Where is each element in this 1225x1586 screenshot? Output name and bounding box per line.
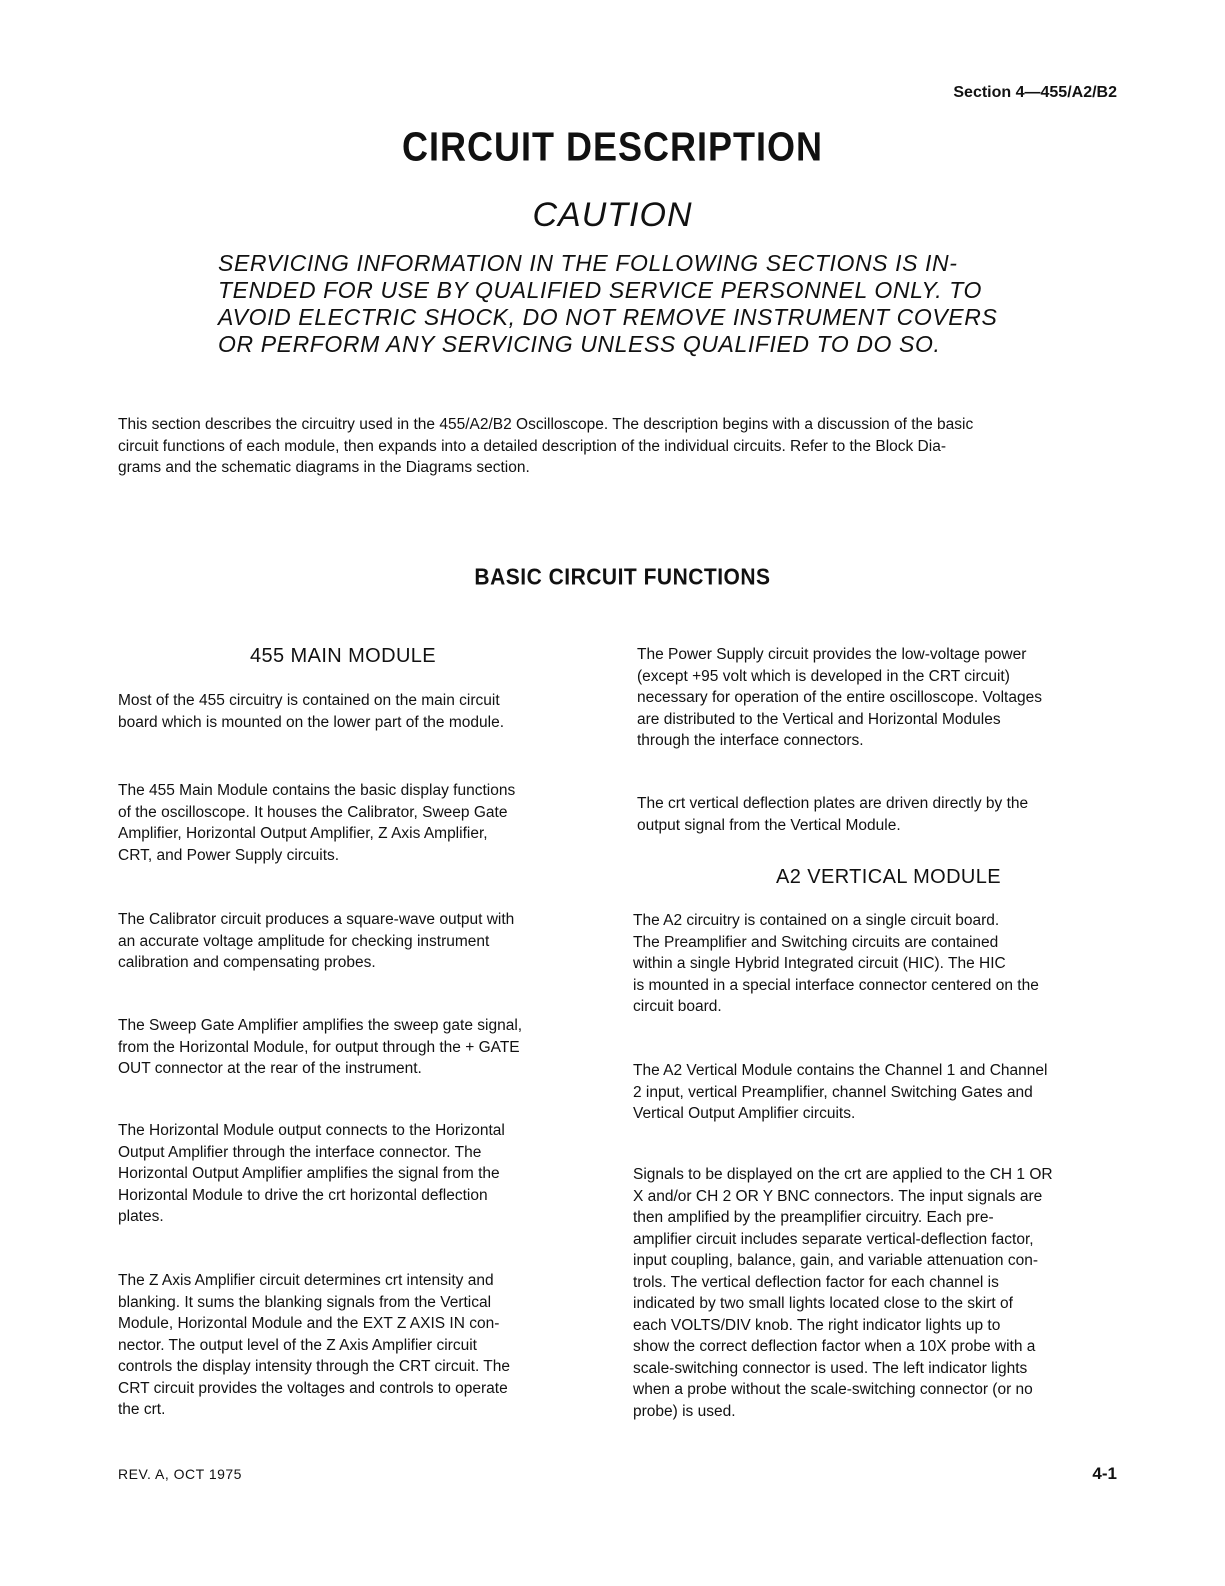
- left-paragraph-5: [118, 1120, 505, 1228]
- paragraph-line: CRT, and Power Supply circuits.: [118, 846, 340, 864]
- paragraph-line: through the interface connectors.: [637, 732, 864, 749]
- right-paragraph-deflection: [637, 793, 1028, 836]
- caution-line: OR PERFORM ANY SERVICING UNLESS QUALIFIED TO DO SO.: [218, 331, 941, 357]
- left-paragraph-4: [118, 1015, 522, 1080]
- paragraph-line: X and/or CH 2 OR Y BNC connectors. The input signals are: [633, 1187, 1043, 1205]
- caution-line: AVOID ELECTRIC SHOCK, DO NOT REMOVE INSTRUMENT COVERS: [218, 304, 998, 330]
- paragraph-line: Horizontal Output Amplifier amplifies the signal from the: [118, 1165, 500, 1182]
- paragraph-line: (except +95 volt which is developed in the CRT circuit): [637, 667, 1010, 685]
- paragraph-line: is mounted in a special interface connector centered on the: [633, 976, 1039, 994]
- paragraph-line: The A2 Vertical Module contains the Channel 1 and Channel: [633, 1062, 1048, 1079]
- left-paragraph-1: [118, 690, 504, 733]
- paragraph-line: probe) is used.: [633, 1402, 736, 1420]
- paragraph-line: each VOLTS/DIV knob. The right indicator lights up to: [633, 1316, 1001, 1334]
- paragraph-line: 2 input, vertical Preamplifier, channel Switching Gates and: [633, 1083, 1033, 1101]
- page-title: CIRCUIT DESCRIPTION: [401, 123, 823, 170]
- paragraph-line: input coupling, balance, gain, and variable attenuation con-: [633, 1252, 1039, 1269]
- intro-line: circuit functions of each module, then expands into a detailed description of the individual circuits. Refer to the Block Dia-: [118, 437, 946, 455]
- paragraph-line: when a probe without the scale-switching connector (or no: [633, 1381, 1033, 1398]
- page-number: 4-1: [1092, 1464, 1117, 1483]
- paragraph-line: nector. The output level of the Z Axis Amplifier circuit: [118, 1336, 477, 1354]
- paragraph-line: indicated by two small lights located close to the skirt of: [633, 1295, 1013, 1312]
- right-paragraph-2: [633, 1060, 1047, 1125]
- left-paragraph-2: [118, 780, 515, 866]
- paragraph-line: Amplifier, Horizontal Output Amplifier, Z Axis Amplifier,: [118, 825, 488, 842]
- paragraph-line: calibration and compensating probes.: [118, 954, 376, 971]
- paragraph-line: of the oscilloscope. It houses the Calibrator, Sweep Gate: [118, 803, 508, 821]
- paragraph-line: The A2 circuitry is contained on a single circuit board.: [633, 912, 1000, 929]
- basic-circuit-functions-heading: BASIC CIRCUIT FUNCTIONS: [474, 564, 771, 591]
- paragraph-line: CRT circuit provides the voltages and controls to operate: [118, 1379, 508, 1397]
- paragraph-line: scale-switching connector is used. The left indicator lights: [633, 1359, 1028, 1377]
- paragraph-line: Module, Horizontal Module and the EXT Z AXIS IN con-: [118, 1315, 500, 1332]
- right-paragraph-1: [633, 910, 1039, 1018]
- paragraph-line: Most of the 455 circuitry is contained on the main circuit: [118, 692, 500, 709]
- paragraph-line: necessary for operation of the entire oscilloscope. Voltages: [637, 689, 1042, 706]
- paragraph-line: The 455 Main Module contains the basic display functions: [118, 782, 516, 799]
- paragraph-line: The Calibrator circuit produces a square-wave output with: [118, 911, 515, 928]
- paragraph-line: Horizontal Module to drive the crt horizontal deflection: [118, 1186, 488, 1204]
- paragraph-line: Signals to be displayed on the crt are applied to the CH 1 OR: [633, 1166, 1053, 1183]
- paragraph-line: then amplified by the preamplifier circuitry. Each pre-: [633, 1209, 994, 1226]
- paragraph-line: output signal from the Vertical Module.: [637, 816, 901, 834]
- right-paragraph-3: [633, 1164, 1053, 1422]
- caution-line: TENDED FOR USE BY QUALIFIED SERVICE PERSONNEL ONLY. TO: [218, 277, 982, 303]
- caution-title: CAUTION: [532, 196, 693, 234]
- paragraph-line: plates.: [118, 1208, 164, 1225]
- paragraph-line: trols. The vertical deflection factor for each channel is: [633, 1273, 999, 1291]
- paragraph-line: The Horizontal Module output connects to the Horizontal: [118, 1122, 505, 1139]
- left-paragraph-3: [118, 909, 514, 974]
- paragraph-line: Vertical Output Amplifier circuits.: [633, 1105, 856, 1122]
- paragraph-line: board which is mounted on the lower part of the module.: [118, 713, 505, 731]
- paragraph-line: an accurate voltage amplitude for checking instrument: [118, 932, 490, 950]
- paragraph-line: Output Amplifier through the interface connector. The: [118, 1143, 482, 1161]
- paragraph-line: amplifier circuit includes separate vertical-deflection factor,: [633, 1230, 1034, 1248]
- intro-line: This section describes the circuitry used in the 455/A2/B2 Oscilloscope. The description begins with a discussion of the basic: [118, 416, 974, 433]
- caution-line: SERVICING INFORMATION IN THE FOLLOWING SECTIONS IS IN-: [218, 250, 958, 276]
- intro-line: grams and the schematic diagrams in the Diagrams section.: [118, 459, 530, 476]
- paragraph-line: within a single Hybrid Integrated circuit (HIC). The HIC: [633, 955, 1006, 972]
- paragraph-line: The Z Axis Amplifier circuit determines crt intensity and: [118, 1272, 494, 1289]
- paragraph-line: the crt.: [118, 1401, 166, 1418]
- revision-date: REV. A, OCT 1975: [118, 1466, 242, 1482]
- paragraph-line: controls the display intensity through the CRT circuit. The: [118, 1358, 511, 1375]
- left-paragraph-6: [118, 1270, 510, 1421]
- paragraph-line: from the Horizontal Module, for output through the + GATE: [118, 1038, 520, 1056]
- paragraph-line: OUT connector at the rear of the instrument.: [118, 1060, 422, 1077]
- paragraph-line: show the correct deflection factor when a 10X probe with a: [633, 1338, 1036, 1355]
- paragraph-line: are distributed to the Vertical and Horizontal Modules: [637, 710, 1001, 728]
- paragraph-line: circuit board.: [633, 998, 722, 1015]
- paragraph-line: The Sweep Gate Amplifier amplifies the sweep gate signal,: [118, 1017, 523, 1034]
- paragraph-line: The Power Supply circuit provides the low-voltage power: [637, 646, 1027, 663]
- main-module-heading: 455 MAIN MODULE: [250, 645, 437, 667]
- intro-paragraph: [118, 414, 1118, 479]
- section-label: Section 4—455/A2/B2: [953, 84, 1117, 101]
- vertical-module-heading: A2 VERTICAL MODULE: [776, 866, 1002, 888]
- paragraph-line: The crt vertical deflection plates are driven directly by the: [637, 795, 1029, 812]
- paragraph-line: The Preamplifier and Switching circuits are contained: [633, 933, 999, 951]
- paragraph-line: blanking. It sums the blanking signals from the Vertical: [118, 1293, 492, 1311]
- right-paragraph-power-supply: [637, 644, 1042, 752]
- caution-warning: [218, 250, 1048, 358]
